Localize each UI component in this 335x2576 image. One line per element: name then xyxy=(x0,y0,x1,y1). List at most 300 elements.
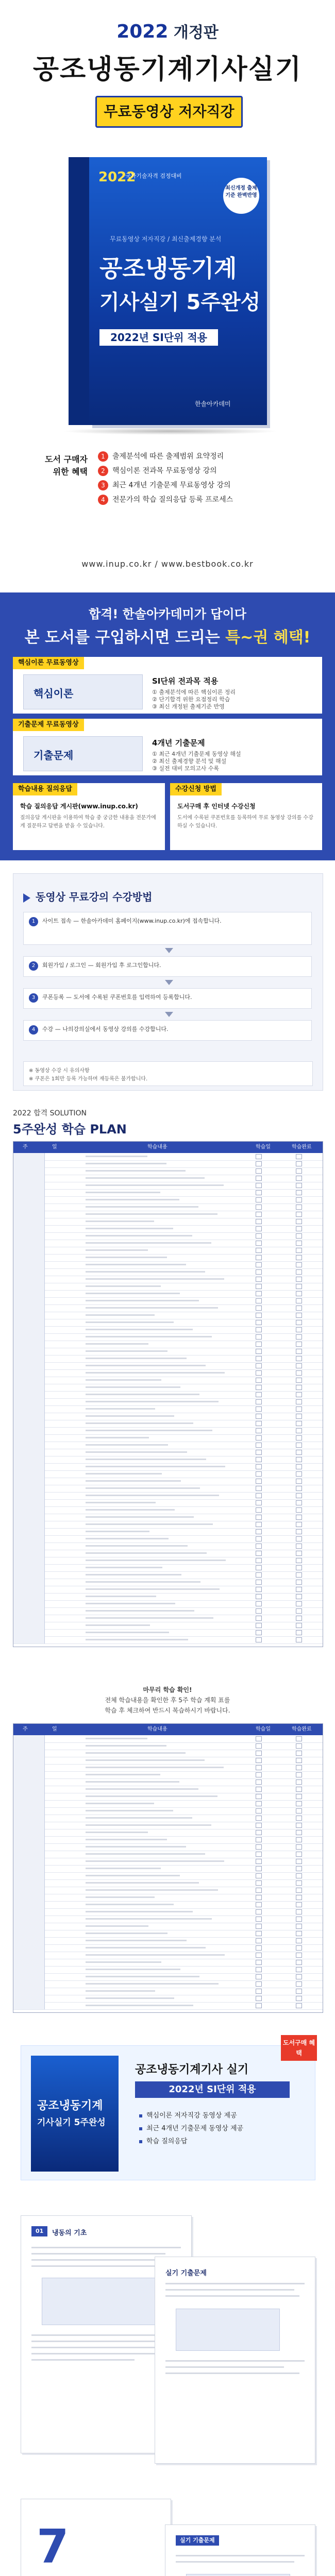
checkbox[interactable] xyxy=(256,1823,262,1828)
checkbox[interactable] xyxy=(256,1743,262,1749)
table-row xyxy=(13,1521,323,1529)
checkbox[interactable] xyxy=(296,1917,302,1922)
checkbox[interactable] xyxy=(296,1277,302,1282)
step-number: 1 xyxy=(29,917,38,926)
checkbox[interactable] xyxy=(256,1435,262,1440)
benefit-label: 도서 구매자 위한 혜택 xyxy=(45,454,88,477)
checkbox[interactable] xyxy=(296,2003,302,2008)
checkbox[interactable] xyxy=(256,1917,262,1922)
checkbox[interactable] xyxy=(256,1428,262,1433)
checkbox[interactable] xyxy=(256,1637,262,1642)
checkbox[interactable] xyxy=(296,1428,302,1433)
text-line xyxy=(86,1574,181,1575)
checkbox[interactable] xyxy=(256,1500,262,1505)
checkbox[interactable] xyxy=(296,1226,302,1231)
checkbox[interactable] xyxy=(256,1443,262,1448)
checkbox[interactable] xyxy=(256,1544,262,1549)
checkbox[interactable] xyxy=(296,1565,302,1570)
checkbox[interactable] xyxy=(296,1298,302,1303)
text-line xyxy=(86,1293,180,1294)
checkbox[interactable] xyxy=(256,1219,262,1224)
checkbox[interactable] xyxy=(296,1443,302,1448)
checkbox[interactable] xyxy=(296,1486,302,1491)
checkbox[interactable] xyxy=(296,1873,302,1878)
table-row xyxy=(13,1204,323,1211)
checkbox[interactable] xyxy=(256,1291,262,1296)
text-line xyxy=(165,2372,299,2374)
checkbox[interactable] xyxy=(296,1529,302,1534)
checkbox[interactable] xyxy=(296,1406,302,1412)
checkbox[interactable] xyxy=(256,1888,262,1893)
checkbox[interactable] xyxy=(296,1500,302,1505)
checkbox[interactable] xyxy=(296,1967,302,1972)
checkbox[interactable] xyxy=(256,1565,262,1570)
checkbox[interactable] xyxy=(296,1493,302,1498)
checkbox[interactable] xyxy=(296,1974,302,1979)
checkbox[interactable] xyxy=(296,1551,302,1556)
checkbox[interactable] xyxy=(296,1320,302,1325)
table-row xyxy=(13,1405,323,1413)
checkbox[interactable] xyxy=(256,1580,262,1585)
checkbox[interactable] xyxy=(256,1551,262,1556)
week-block xyxy=(13,1153,45,1254)
checkbox[interactable] xyxy=(256,1758,262,1763)
checkbox[interactable] xyxy=(296,1996,302,2001)
guide-step-1 xyxy=(23,912,312,945)
checkbox[interactable] xyxy=(256,1190,262,1195)
card-line: ① 출제분석에 따른 핵심이론 정리 xyxy=(152,689,236,696)
step-text: 사이트 접속 — 한솔아카데미 홈페이지(www.inup.co.kr)에 접속합니다. xyxy=(42,918,222,924)
checkbox[interactable] xyxy=(256,1953,262,1958)
checkbox[interactable] xyxy=(296,1594,302,1599)
checkbox[interactable] xyxy=(256,1938,262,1943)
checkbox[interactable] xyxy=(296,1736,302,1741)
checkbox[interactable] xyxy=(256,1522,262,1527)
week-block xyxy=(13,1550,45,1643)
checkbox[interactable] xyxy=(296,1450,302,1455)
table-row xyxy=(13,1261,323,1269)
checkbox[interactable] xyxy=(296,1960,302,1965)
text-line xyxy=(86,1177,205,1179)
text-line xyxy=(86,1603,175,1604)
checkbox[interactable] xyxy=(256,1837,262,1842)
checkbox[interactable] xyxy=(256,1277,262,1282)
table-row xyxy=(13,1966,323,1974)
checkbox[interactable] xyxy=(256,1608,262,1614)
checkbox[interactable] xyxy=(256,1808,262,1814)
text-line xyxy=(86,1904,174,1905)
checkbox[interactable] xyxy=(256,1370,262,1376)
checkbox[interactable] xyxy=(256,1406,262,1412)
checkbox[interactable] xyxy=(256,1479,262,1484)
text-line xyxy=(86,1257,167,1258)
checkbox[interactable] xyxy=(256,1996,262,2001)
checkbox[interactable] xyxy=(256,1794,262,1799)
table-row xyxy=(13,1916,323,1923)
checkbox[interactable] xyxy=(256,1594,262,1599)
checkbox[interactable] xyxy=(296,1830,302,1835)
checkbox[interactable] xyxy=(296,1421,302,1426)
checkbox[interactable] xyxy=(256,1816,262,1821)
card-line: ③ 실전 대비 모의고사 수록 xyxy=(152,765,220,772)
checkbox[interactable] xyxy=(296,1765,302,1770)
checkbox[interactable] xyxy=(256,1558,262,1563)
checkbox[interactable] xyxy=(256,1515,262,1520)
checkbox[interactable] xyxy=(256,1852,262,1857)
checkbox[interactable] xyxy=(296,1349,302,1354)
checkbox[interactable] xyxy=(296,1981,302,1987)
checkbox[interactable] xyxy=(256,1363,262,1368)
table-row xyxy=(13,1959,323,1967)
checkbox[interactable] xyxy=(256,1924,262,1929)
checkbox[interactable] xyxy=(256,1601,262,1606)
checkbox[interactable] xyxy=(256,1399,262,1404)
checkbox[interactable] xyxy=(256,1616,262,1621)
checkbox[interactable] xyxy=(256,1241,262,1246)
checkbox[interactable] xyxy=(296,1953,302,1958)
column-header: 일 xyxy=(52,1144,57,1150)
table-header xyxy=(13,1142,323,1153)
checkbox[interactable] xyxy=(256,1859,262,1864)
checkbox[interactable] xyxy=(296,1587,302,1592)
checkbox[interactable] xyxy=(256,1866,262,1871)
text-line xyxy=(86,1156,147,1157)
checkbox[interactable] xyxy=(256,1801,262,1806)
checkbox[interactable] xyxy=(296,1536,302,1541)
checkbox[interactable] xyxy=(256,1161,262,1166)
text-line xyxy=(86,1567,162,1568)
checkbox[interactable] xyxy=(256,1873,262,1878)
table-row xyxy=(13,1377,323,1384)
checkbox[interactable] xyxy=(296,1758,302,1763)
checkbox[interactable] xyxy=(296,1241,302,1246)
checkbox[interactable] xyxy=(296,1902,302,1907)
checkbox[interactable] xyxy=(256,1450,262,1455)
checkbox[interactable] xyxy=(256,1320,262,1325)
checkbox[interactable] xyxy=(256,1493,262,1498)
checkbox[interactable] xyxy=(256,1334,262,1340)
checkbox[interactable] xyxy=(256,1880,262,1886)
checkbox[interactable] xyxy=(256,1349,262,1354)
list-item xyxy=(98,478,314,493)
checkbox[interactable] xyxy=(296,1989,302,1994)
checkbox[interactable] xyxy=(256,1392,262,1397)
checkbox[interactable] xyxy=(296,1212,302,1217)
checkbox[interactable] xyxy=(296,1888,302,1893)
checkbox[interactable] xyxy=(296,1623,302,1628)
guide-step-4 xyxy=(23,1020,312,1041)
checkbox[interactable] xyxy=(256,1507,262,1513)
checkbox[interactable] xyxy=(296,1154,302,1159)
text-line xyxy=(86,1394,199,1395)
checkbox[interactable] xyxy=(256,1378,262,1383)
checkbox[interactable] xyxy=(256,1471,262,1477)
checkbox[interactable] xyxy=(296,1787,302,1792)
checkbox[interactable] xyxy=(296,1616,302,1621)
text-line xyxy=(31,2359,135,2361)
checkbox[interactable] xyxy=(256,1457,262,1462)
checkbox[interactable] xyxy=(256,1154,262,1159)
checkbox[interactable] xyxy=(296,1945,302,1951)
checkbox[interactable] xyxy=(256,1945,262,1951)
checkbox[interactable] xyxy=(296,1844,302,1850)
checkbox[interactable] xyxy=(296,1190,302,1195)
checkbox[interactable] xyxy=(296,1269,302,1275)
promo-si-banner: 2022년 SI단위 적용 xyxy=(135,2081,290,2098)
checkbox[interactable] xyxy=(296,1823,302,1828)
checkbox[interactable] xyxy=(296,1931,302,1936)
checkbox[interactable] xyxy=(256,1931,262,1936)
checkbox[interactable] xyxy=(296,1630,302,1635)
checkbox[interactable] xyxy=(256,1306,262,1311)
checkbox[interactable] xyxy=(296,1363,302,1368)
checkbox[interactable] xyxy=(296,1176,302,1181)
text-line xyxy=(86,1976,199,1977)
guide-note: ※ 쿠폰은 1회만 등록 가능하며 재등록은 불가합니다. xyxy=(29,1076,148,1082)
diagram-figure xyxy=(42,2278,166,2325)
checkbox[interactable] xyxy=(296,1370,302,1376)
book-spine xyxy=(69,157,92,425)
checkbox[interactable] xyxy=(296,1255,302,1260)
text-line xyxy=(86,1473,162,1475)
table-row xyxy=(13,1579,323,1586)
checkbox[interactable] xyxy=(256,1197,262,1202)
checkbox[interactable] xyxy=(296,1313,302,1318)
text-line xyxy=(86,1752,186,1754)
text-line xyxy=(86,1336,212,1337)
checkbox[interactable] xyxy=(256,1772,262,1777)
checkbox[interactable] xyxy=(296,1572,302,1578)
text-line xyxy=(31,2247,181,2248)
checkbox[interactable] xyxy=(296,1608,302,1614)
checkbox[interactable] xyxy=(256,1967,262,1972)
checkbox[interactable] xyxy=(296,1859,302,1864)
text-line xyxy=(86,1896,155,1898)
checkbox[interactable] xyxy=(296,1342,302,1347)
checkbox[interactable] xyxy=(296,1399,302,1404)
checkbox[interactable] xyxy=(296,1852,302,1857)
list-item xyxy=(139,2123,243,2132)
checkbox[interactable] xyxy=(256,1486,262,1491)
checkbox[interactable] xyxy=(296,1801,302,1806)
checkbox[interactable] xyxy=(256,1385,262,1390)
checkbox[interactable] xyxy=(256,1572,262,1578)
checkbox[interactable] xyxy=(296,1262,302,1267)
checkbox[interactable] xyxy=(296,1385,302,1390)
checkbox[interactable] xyxy=(256,1765,262,1770)
checkbox[interactable] xyxy=(256,1587,262,1592)
checkbox[interactable] xyxy=(256,1248,262,1253)
text-line xyxy=(86,1624,150,1626)
checkbox[interactable] xyxy=(256,1895,262,1900)
checkbox[interactable] xyxy=(296,1327,302,1332)
column-header: 주 xyxy=(23,1144,28,1150)
checkbox[interactable] xyxy=(296,1233,302,1239)
checkbox[interactable] xyxy=(256,1981,262,1987)
table-row xyxy=(13,1807,323,1815)
checkbox[interactable] xyxy=(296,1471,302,1477)
checkbox[interactable] xyxy=(296,1435,302,1440)
checkbox[interactable] xyxy=(256,1421,262,1426)
text-line xyxy=(86,1868,161,1869)
table-row xyxy=(13,1456,323,1464)
column-header: 주 xyxy=(23,1726,28,1732)
checkbox[interactable] xyxy=(256,1183,262,1188)
checkbox[interactable] xyxy=(256,1342,262,1347)
table-row xyxy=(13,1492,323,1500)
checkbox[interactable] xyxy=(296,1457,302,1462)
checkbox[interactable] xyxy=(296,1895,302,1900)
checkbox[interactable] xyxy=(296,1219,302,1224)
checkbox[interactable] xyxy=(256,1356,262,1361)
checkbox[interactable] xyxy=(256,1623,262,1628)
site-links[interactable]: www.inup.co.kr / www.bestbook.co.kr xyxy=(81,559,254,569)
table-row xyxy=(13,1175,323,1182)
guide-step-3 xyxy=(23,988,312,1009)
checkbox[interactable] xyxy=(256,1255,262,1260)
checkbox[interactable] xyxy=(296,1780,302,1785)
checkbox[interactable] xyxy=(296,1924,302,1929)
text-line xyxy=(176,2555,305,2556)
checkbox[interactable] xyxy=(296,1880,302,1886)
checkbox[interactable] xyxy=(256,1780,262,1785)
checkbox[interactable] xyxy=(256,1751,262,1756)
checkbox[interactable] xyxy=(296,1197,302,1202)
checkbox[interactable] xyxy=(256,1168,262,1174)
checkbox[interactable] xyxy=(296,1392,302,1397)
checkbox[interactable] xyxy=(256,1262,262,1267)
checkbox[interactable] xyxy=(296,1544,302,1549)
checkbox[interactable] xyxy=(296,1522,302,1527)
table-row xyxy=(13,1514,323,1521)
checkbox[interactable] xyxy=(256,1414,262,1419)
table-row xyxy=(13,1858,323,1866)
text-line xyxy=(86,1954,225,1956)
checkbox[interactable] xyxy=(296,1808,302,1814)
checkbox[interactable] xyxy=(296,1464,302,1469)
checkbox[interactable] xyxy=(256,1205,262,1210)
banner-subheadline xyxy=(0,624,335,647)
checkbox[interactable] xyxy=(256,1902,262,1907)
card-line: ② 단기합격 위한 요점정리 학습 xyxy=(152,696,230,703)
checkbox[interactable] xyxy=(296,1515,302,1520)
checkbox[interactable] xyxy=(296,1558,302,1563)
text-line xyxy=(86,1882,199,1884)
text-line xyxy=(86,1451,187,1453)
step-text: 회원가입 / 로그인 — 회원가입 후 로그인합니다. xyxy=(42,962,161,969)
checkbox[interactable] xyxy=(296,1507,302,1513)
text-line xyxy=(86,1853,205,1855)
checkbox[interactable] xyxy=(296,1794,302,1799)
checkbox[interactable] xyxy=(256,1787,262,1792)
table-row xyxy=(13,1586,323,1594)
text-line xyxy=(86,1264,186,1265)
checkbox[interactable] xyxy=(296,1334,302,1340)
checkbox[interactable] xyxy=(296,1306,302,1311)
checkbox[interactable] xyxy=(296,1772,302,1777)
checkbox[interactable] xyxy=(296,1479,302,1484)
table-row xyxy=(13,1800,323,1808)
checkbox[interactable] xyxy=(296,1356,302,1361)
checkbox[interactable] xyxy=(296,1909,302,1914)
checkbox[interactable] xyxy=(256,1284,262,1289)
checkbox[interactable] xyxy=(296,1637,302,1642)
benefit-card-exam xyxy=(13,719,322,775)
checkbox[interactable] xyxy=(256,1630,262,1635)
checkbox[interactable] xyxy=(296,1161,302,1166)
checkbox[interactable] xyxy=(256,1989,262,1994)
text-line xyxy=(86,1560,226,1561)
checkbox[interactable] xyxy=(296,1816,302,1821)
text-line xyxy=(86,1228,173,1229)
plan-title: 5주완성 학습 PLAN xyxy=(13,1122,127,1137)
checkbox[interactable] xyxy=(296,1866,302,1871)
checkbox[interactable] xyxy=(256,1233,262,1239)
checkbox[interactable] xyxy=(256,1327,262,1332)
checkbox[interactable] xyxy=(256,1313,262,1318)
checkbox[interactable] xyxy=(296,1414,302,1419)
checkbox[interactable] xyxy=(256,1909,262,1914)
checkbox[interactable] xyxy=(256,1464,262,1469)
column-header: 학습완료 xyxy=(292,1144,312,1150)
table-row xyxy=(13,1636,323,1644)
checkbox[interactable] xyxy=(256,2003,262,2008)
checkbox[interactable] xyxy=(256,1529,262,1534)
checkbox[interactable] xyxy=(296,1248,302,1253)
checkbox[interactable] xyxy=(256,1176,262,1181)
checkbox[interactable] xyxy=(296,1284,302,1289)
table-row xyxy=(13,1607,323,1615)
step-number: 2 xyxy=(29,961,38,971)
table-row xyxy=(13,1240,323,1247)
text-line xyxy=(31,2341,171,2342)
checkbox[interactable] xyxy=(296,1751,302,1756)
checkbox[interactable] xyxy=(256,1960,262,1965)
checkbox[interactable] xyxy=(296,1743,302,1749)
step-number: 4 xyxy=(29,1025,38,1035)
table-header xyxy=(13,1724,323,1735)
checkbox[interactable] xyxy=(256,1298,262,1303)
table-row xyxy=(13,1771,323,1779)
table-row xyxy=(13,1333,323,1341)
checkbox[interactable] xyxy=(296,1938,302,1943)
checkbox[interactable] xyxy=(256,1736,262,1741)
text-line xyxy=(86,1466,225,1467)
checkbox[interactable] xyxy=(296,1205,302,1210)
table-row xyxy=(13,1793,323,1801)
checkbox[interactable] xyxy=(296,1378,302,1383)
benefit-card-qna xyxy=(13,783,165,850)
checkbox[interactable] xyxy=(296,1837,302,1842)
checkbox[interactable] xyxy=(256,1830,262,1835)
checkbox[interactable] xyxy=(256,1269,262,1275)
checkbox[interactable] xyxy=(256,1226,262,1231)
table-row xyxy=(13,1923,323,1930)
table-row xyxy=(13,1887,323,1894)
checkbox[interactable] xyxy=(256,1844,262,1850)
checkbox[interactable] xyxy=(296,1291,302,1296)
table-row xyxy=(13,1355,323,1363)
checkbox[interactable] xyxy=(296,1601,302,1606)
text-line xyxy=(86,1386,180,1388)
checkbox[interactable] xyxy=(296,1183,302,1188)
checkbox[interactable] xyxy=(256,1212,262,1217)
checkbox[interactable] xyxy=(296,1168,302,1174)
book-title-line2: 기사실기 5주완성 xyxy=(99,291,261,314)
checkbox[interactable] xyxy=(256,1974,262,1979)
checkbox[interactable] xyxy=(296,1580,302,1585)
checkbox[interactable] xyxy=(256,1536,262,1541)
